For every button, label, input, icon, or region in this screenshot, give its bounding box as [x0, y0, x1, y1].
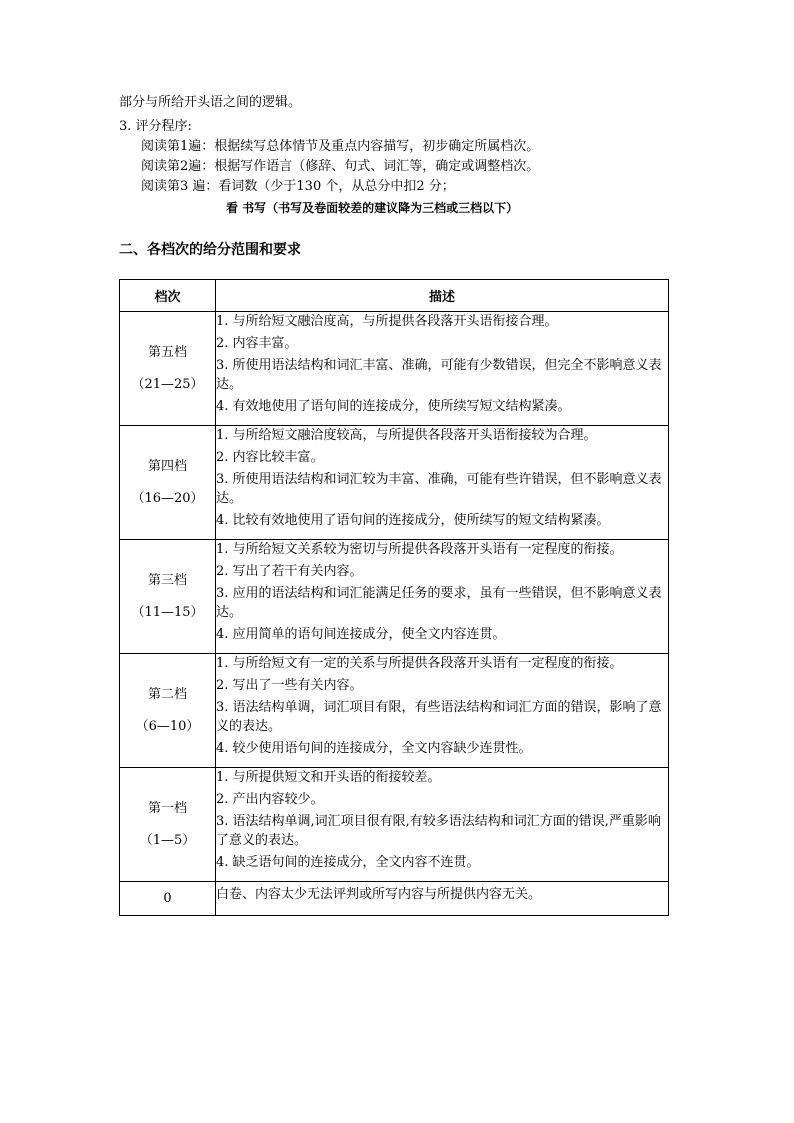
table-row — [120, 312, 669, 426]
criterion-item: 2. 写出了若干有关内容。 — [216, 564, 363, 579]
reading-step-1: 阅读第1遍：根据续写总体情节及重点内容描写，初步确定所属档次。 — [141, 139, 540, 154]
description-cell — [216, 312, 669, 426]
criterion-item: 1. 与所给短文有一定的关系与所提供各段落开头语有一定程度的衔接。 — [216, 656, 623, 671]
description-cell — [216, 768, 669, 882]
level-name: 第三档 — [147, 572, 187, 588]
reading-step-3: 阅读第3 遍：看词数（少于130 个，从总分中扣2 分； — [141, 179, 455, 194]
level-cell — [120, 312, 216, 426]
level-cell — [120, 654, 216, 768]
scoring-procedure-title: 3. 评分程序: — [119, 119, 192, 134]
criterion-item: 3. 语法结构单调,词汇项目很有限,有较多语法结构和词汇方面的错误,严重影响了意义的表达。 — [216, 814, 661, 848]
table-row — [120, 426, 669, 540]
criterion-item: 白卷、内容太少无法评判或所写内容与所提供内容无关。 — [216, 887, 542, 902]
criterion-item: 1. 与所给短文关系较为密切与所提供各段落开头语有一定程度的衔接。 — [216, 542, 623, 557]
criterion-item: 4. 应用简单的语句间连接成分，使全文内容连贯。 — [216, 627, 506, 642]
criterion-item: 3. 所使用语法结构和词汇丰富、准确，可能有少数错误，但完全不影响意义表达。 — [216, 358, 662, 392]
header-description: 描述 — [216, 280, 669, 312]
table-header-row — [120, 280, 669, 312]
description-cell — [216, 654, 669, 768]
criterion-item: 1. 与所给短文融洽度高，与所提供各段落开头语衔接合理。 — [216, 314, 558, 329]
level-cell — [120, 426, 216, 540]
level-name: 第四档 — [147, 458, 187, 474]
table-row — [120, 654, 669, 768]
criterion-item: 4. 比较有效地使用了语句间的连接成分，使所续写的短文结构紧凑。 — [216, 513, 610, 528]
criterion-item: 2. 内容丰富。 — [216, 336, 298, 351]
level-name: 第二档 — [147, 686, 187, 702]
criterion-item: 4. 有效地使用了语句间的连接成分，使所续写短文结构紧凑。 — [216, 399, 571, 414]
table-row — [120, 540, 669, 654]
handwriting-note: 看 书写（书写及卷面较差的建议降为三档或三档以下） — [226, 201, 519, 215]
level-name: 0 — [163, 890, 172, 906]
criterion-item: 2. 内容比较丰富。 — [216, 450, 324, 465]
level-range: （21—25） — [131, 376, 204, 392]
criterion-item: 2. 产出内容较少。 — [216, 792, 324, 807]
criterion-item: 4. 缺乏语句间的连接成分，全文内容不连贯。 — [216, 855, 480, 870]
scoring-table — [119, 279, 669, 916]
criterion-item: 1. 与所给短文融洽度较高，与所提供各段落开头语衔接较为合理。 — [216, 428, 597, 443]
level-range: （6—10） — [135, 718, 200, 734]
criterion-item: 3. 所使用语法结构和词汇较为丰富、准确，可能有些许错误，但不影响意义表达。 — [216, 472, 662, 506]
section-heading: 二、各档次的给分范围和要求 — [119, 242, 301, 258]
level-range: （16—20） — [131, 490, 204, 506]
reading-step-2: 阅读第2遍：根据写作语言（修辞、句式、词汇等，确定或调整档次。 — [141, 159, 540, 174]
table-row — [120, 768, 669, 882]
criterion-item: 1. 与所提供短文和开头语的衔接较差。 — [216, 770, 441, 785]
criterion-item: 2. 写出了一些有关内容。 — [216, 678, 363, 693]
description-cell — [216, 882, 669, 916]
level-range: （1—5） — [139, 832, 196, 848]
description-cell — [216, 540, 669, 654]
level-cell — [120, 540, 216, 654]
description-cell — [216, 426, 669, 540]
level-range: （11—15） — [131, 604, 204, 620]
level-cell — [120, 882, 216, 916]
level-name: 第五档 — [147, 344, 187, 360]
level-name: 第一档 — [147, 800, 187, 816]
intro-line-logic: 部分与所给开头语之间的逻辑。 — [119, 95, 302, 110]
level-cell — [120, 768, 216, 882]
table-row — [120, 882, 669, 916]
header-level: 档次 — [120, 280, 216, 312]
criterion-item: 4. 较少使用语句间的连接成分，全文内容缺少连贯性。 — [216, 741, 532, 756]
criterion-item: 3. 应用的语法结构和词汇能满足任务的要求，虽有一些错误，但不影响意义表达。 — [216, 586, 662, 620]
criterion-item: 3. 语法结构单调，词汇项目有限，有些语法结构和词汇方面的错误，影响了意义的表达。 — [216, 700, 662, 734]
